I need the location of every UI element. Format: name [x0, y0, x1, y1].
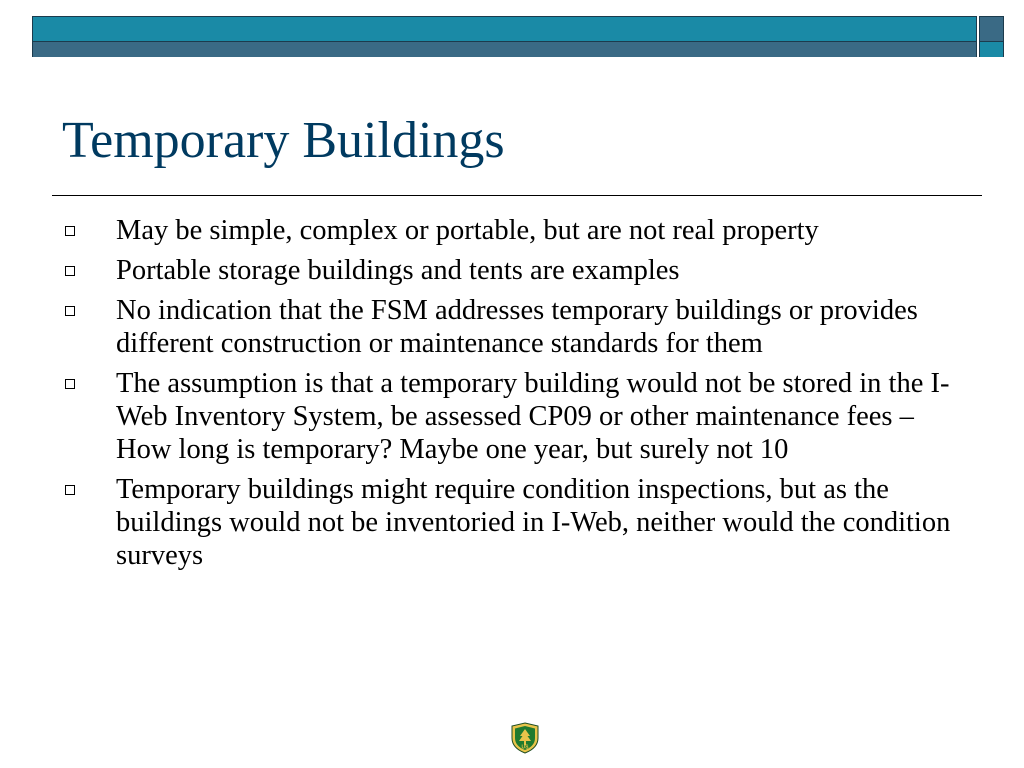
bullet-square-icon: [65, 266, 75, 276]
forest-service-shield-icon: [511, 722, 539, 754]
bullet-item: [64, 367, 964, 466]
header-corner-stripe: [980, 41, 1003, 57]
bullet-item: [64, 294, 964, 360]
logo-text: US: [521, 744, 529, 751]
slide-title: Temporary Buildings: [62, 112, 505, 169]
bullet-list: [64, 214, 964, 579]
title-divider: [52, 195, 982, 196]
header-corner-box: [979, 16, 1004, 57]
bullet-text: May be simple, complex or portable, but are not real property: [116, 215, 819, 246]
header-bar: [32, 16, 977, 57]
bullet-item: [64, 254, 964, 287]
bullet-text: Portable storage buildings and tents are examples: [116, 255, 680, 286]
bullet-text: No indication that the FSM addresses temporary buildings or provides different construction or maintenance standards for them: [116, 295, 918, 359]
bullet-square-icon: [65, 485, 75, 495]
bullet-square-icon: [65, 226, 75, 236]
shield-graphic: [511, 722, 539, 754]
bullet-text: The assumption is that a temporary building would not be stored in the I-Web Inventory System, be assessed CP09 or other maintenance fees – How long is temporary? Maybe one year, but surely not 10: [116, 368, 950, 465]
bullet-square-icon: [65, 306, 75, 316]
header-bar-stripe: [33, 41, 976, 57]
bullet-item: [64, 214, 964, 247]
bullet-item: [64, 473, 964, 572]
bullet-square-icon: [65, 379, 75, 389]
bullet-text: Temporary buildings might require condition inspections, but as the buildings would not be inventoried in I-Web, neither would the condition surveys: [116, 474, 951, 571]
